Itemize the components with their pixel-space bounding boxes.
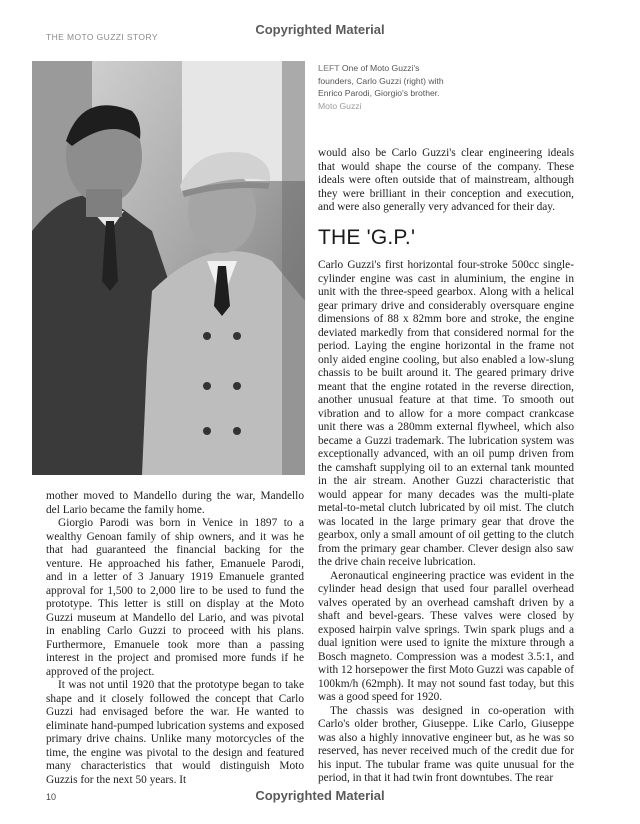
copyright-watermark-bottom: Copyrighted Material <box>255 788 385 803</box>
running-head: THE MOTO GUZZI STORY <box>46 32 158 42</box>
left-column-body <box>46 490 304 787</box>
copyright-watermark-top: Copyrighted Material <box>255 22 385 37</box>
paragraph: would also be Carlo Guzzi's clear engineering ideals that would shape the course of the company. These ideals were often outside that of mainstream, although they were brilliant in their conception and execution, and were also generally very advanced for their day. <box>318 147 574 213</box>
caption-lead: LEFT <box>318 63 340 73</box>
page-number: 10 <box>46 792 57 802</box>
right-column-body <box>318 259 574 786</box>
paragraph: mother moved to Mandello during the war, Mandello del Lario became the family home. <box>46 490 304 516</box>
right-column-intro <box>318 147 574 215</box>
paragraph: Aeronautical engineering practice was evident in the cylinder head design that used four parallel overhead valves operated by an overhead camshaft driven by a shaft and bevel-gears. These valves were closed by exposed hairpin valve springs. Twin spark plugs and a dual ignition were used to ignite the mixture through a Bosch magneto. Compression was a modest 3.5:1, and with 12 horsepower the first Moto Guzzi was capable of 100km/h (62mph). It may not sound fast today, but this was a good speed for 1920. <box>318 569 574 703</box>
paragraph: Carlo Guzzi's first horizontal four-stroke 500cc single-cylinder engine was cast in aluminium, the engine in unit with the three-speed gearbox. Along with a helical gear primary drive and considerably oversquare engine dimensions of 88 x 82mm bore and stroke, the engine deviated markedly from that considered normal for the period. Laying the engine horizontal in the frame not only aided engine cooling, but also enabled a low-slung chassis to be built around it. The geared primary drive meant that the engine rotated in the reverse direction, another unusual feature at that time. To smooth out vibration and to allow for a more compact crankcase unit there was a 280mm external flywheel, which also became a Guzzi trademark. The lubrication system was exceptionally advanced, with an oil pump driven from the camshaft supplying oil to an external tank mounted in the air stream. Another Guzzi characteristic that would appear for many decades was the multi-plate metal-to-metal clutch lubricated by oil mist. The clutch was located in the large primary gear that drove the gearbox, only a small amount of oil getting to the clutch from the primary gear chamber. Clever design also saw the drive chain receive lubrication. <box>318 259 574 568</box>
caption-text: One of Moto Guzzi's founders, Carlo Guzzi (right) with Enrico Parodi, Giorgio's brother. <box>318 63 444 99</box>
photo-caption <box>318 62 448 112</box>
historical-photo <box>32 61 305 475</box>
paragraph: Giorgio Parodi was born in Venice in 1897 to a wealthy Genoan family of ship owners, and it was he that had guaranteed the financial backing for the venture. He approached his father, Emanuele Parodi, and in a letter of 3 January 1919 Emanuele granted approval for 1,500 to 2,000 lire to be used to fund the prototype. This letter is still on display at the Moto Guzzi museum at Mandello del Lario, and was pivotal in enabling Carlo Guzzi to proceed with his plans. Furthermore, Emanuele took more than a passing interest in the project and promised more funds if he approved of the project. <box>46 517 304 678</box>
portrait-photo-icon <box>32 61 305 475</box>
section-heading: THE 'G.P.' <box>318 226 416 249</box>
caption-credit: Moto Guzzi <box>318 100 362 111</box>
paragraph: The chassis was designed in co-operation with Carlo's older brother, Giuseppe. Like Carlo, Giuseppe was also a highly innovative engineer but, as he was so reserved, has never received much of the credit due for his input. The tubular frame was quite unusual for the period, in that it had twin front downtubes. The rear <box>318 704 574 784</box>
paragraph: It was not until 1920 that the prototype began to take shape and it closely followed the concept that Carlo Guzzi had envisaged before the war. He wanted to eliminate hand-pumped lubrication systems and exposed primary drive chains. Unlike many motorcycles of the time, the engine was pivotal to the design and featured many characteristics that would distinguish Moto Guzzis for the next 50 years. It <box>46 679 304 786</box>
